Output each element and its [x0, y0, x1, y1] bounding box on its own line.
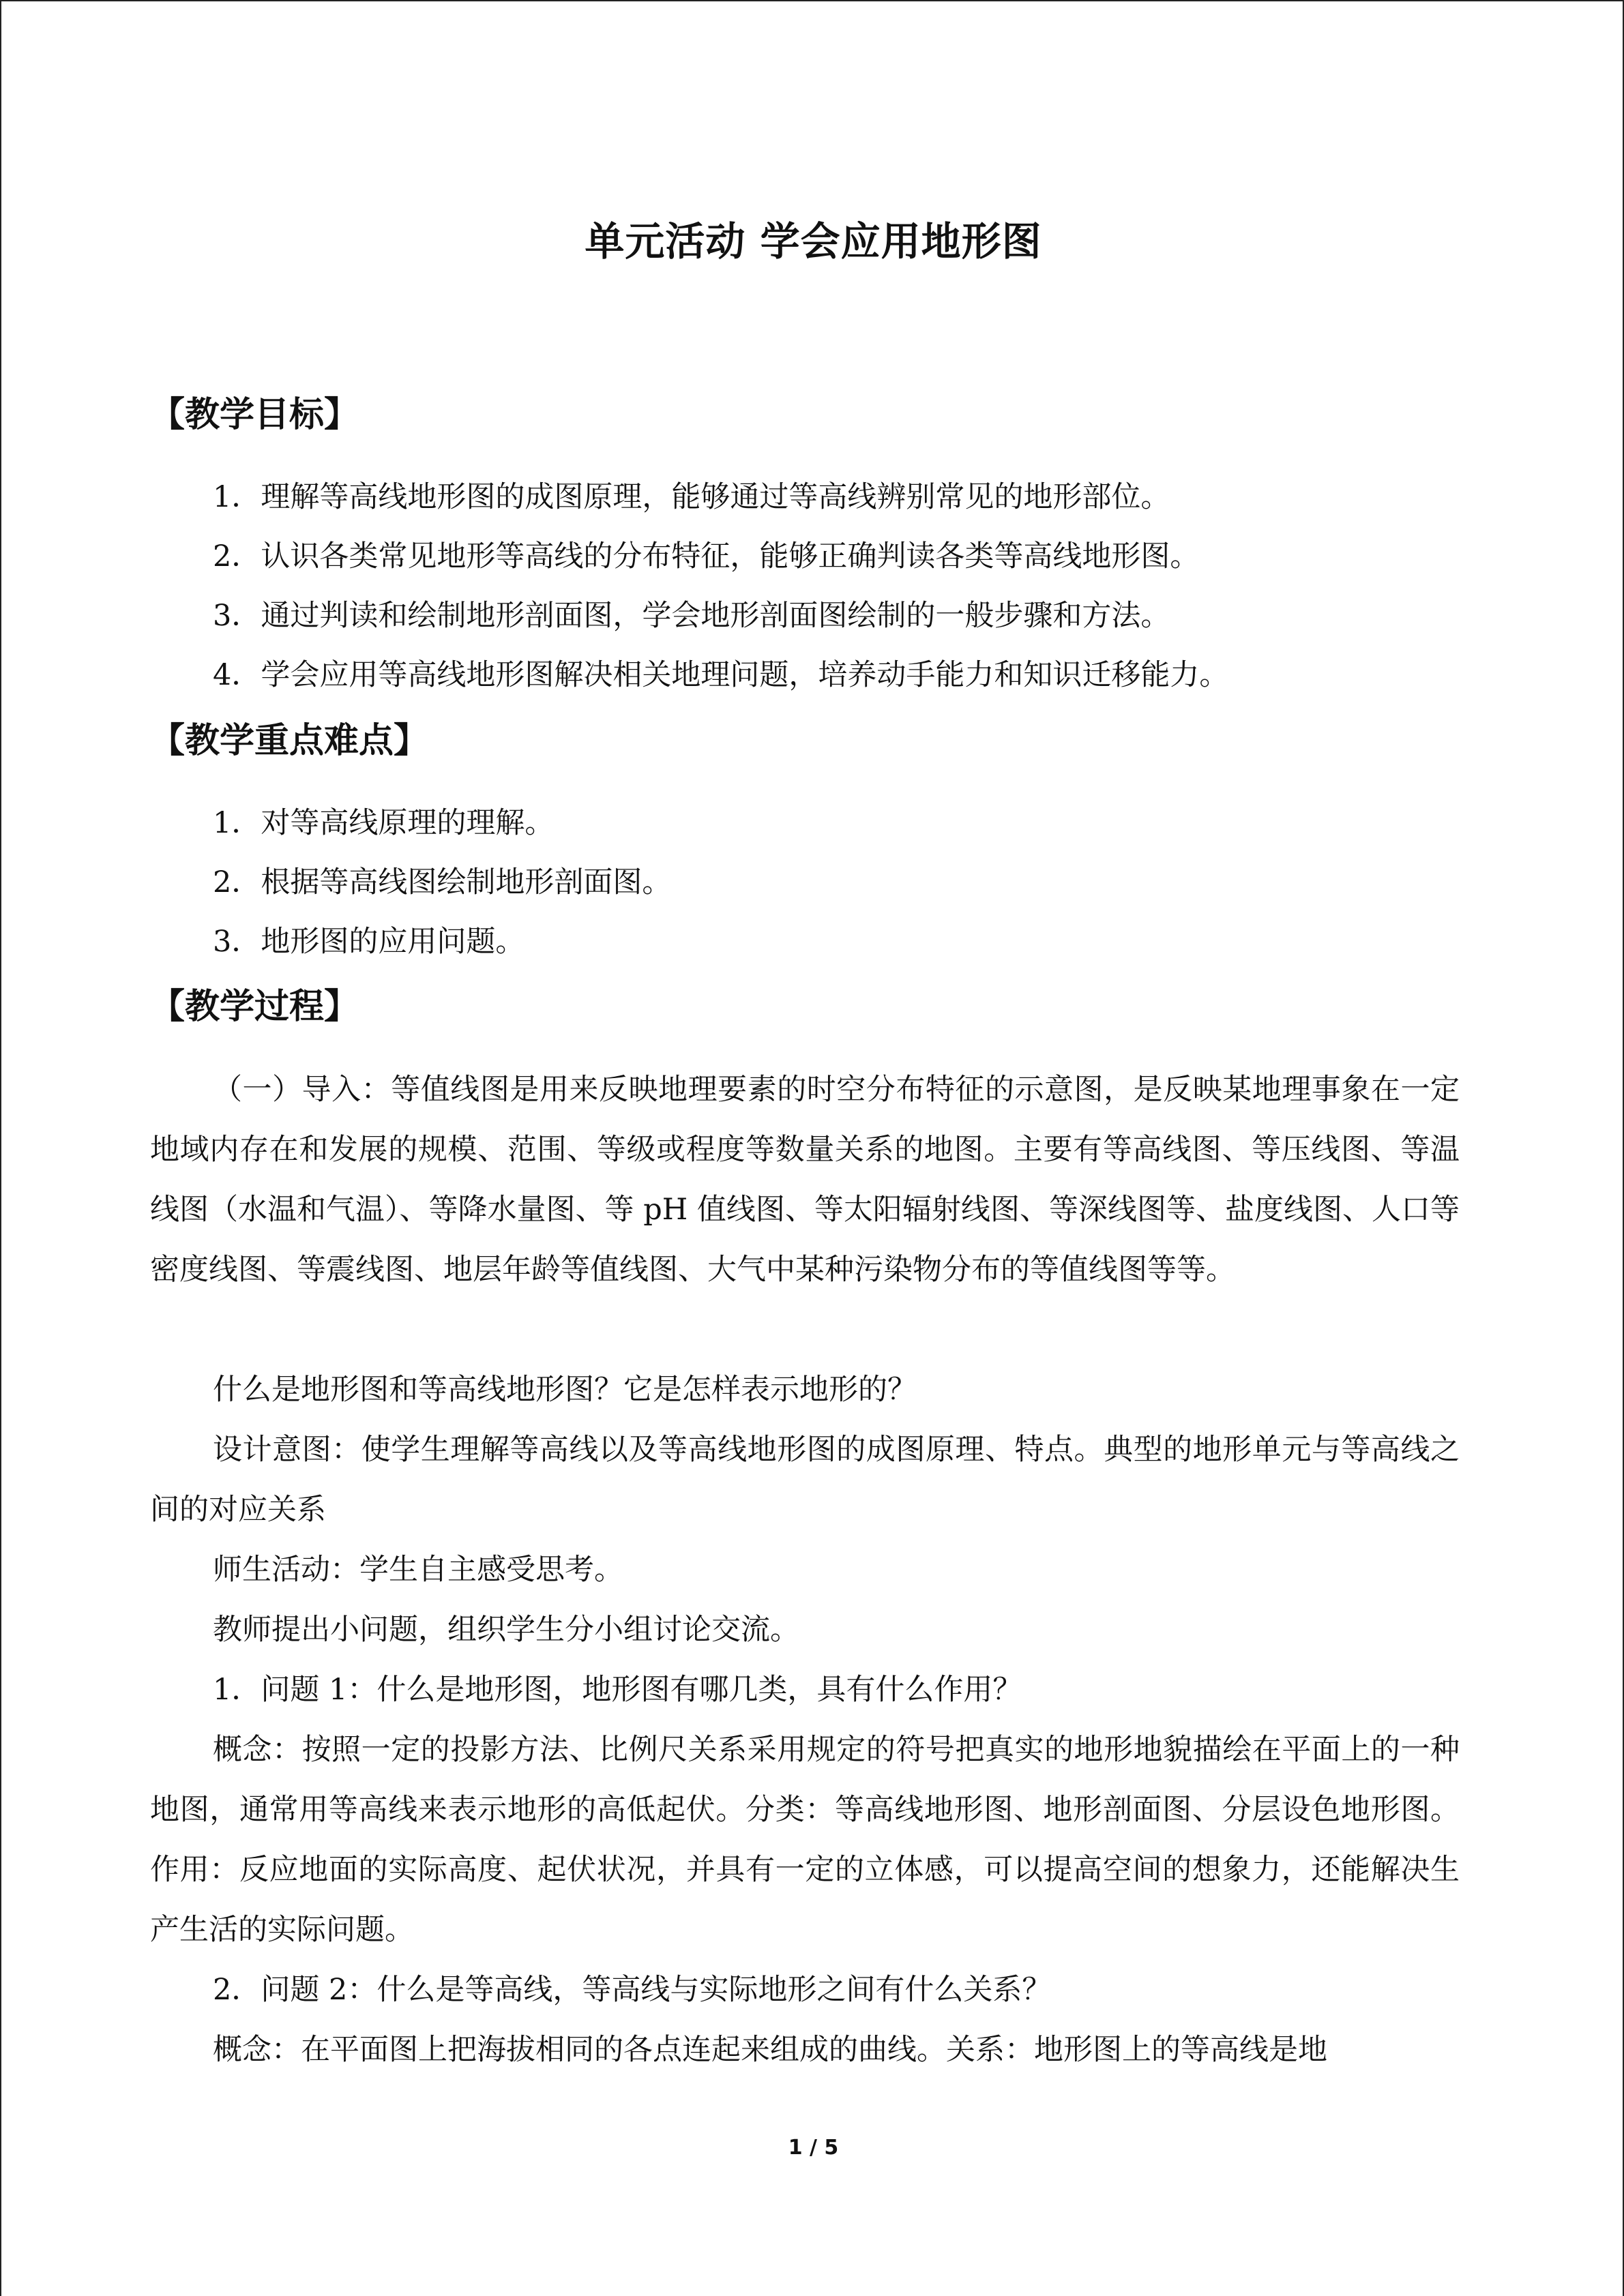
keypoint-item-2: 2．根据等高线图绘制地形剖面图。 — [213, 865, 672, 899]
goals-heading: 【教学目标】 — [150, 395, 359, 435]
page-title: 单元活动 学会应用地形图 — [585, 218, 1042, 265]
question-1: 1．问题 1：什么是地形图，地形图有哪几类，具有什么作用？ — [213, 1673, 1022, 1707]
keypoint-item-1: 1．对等高线原理的理解。 — [213, 806, 555, 840]
design-intent-paragraph: 设计意图：使学生理解等高线以及等高线地形图的成图原理、特点。典型的地形单元与等高线之间的对应关系 — [150, 1433, 1460, 1527]
question-2: 2．问题 2：什么是等高线，等高线与实际地形之间有什么关系？ — [213, 1973, 1052, 2007]
keypoint-item-3: 3．地形图的应用问题。 — [213, 925, 525, 959]
goal-item-4: 4．学会应用等高线地形图解决相关地理问题，培养动手能力和知识迁移能力。 — [213, 658, 1229, 692]
concept-1-paragraph: 概念：按照一定的投影方法、比例尺关系采用规定的符号把真实的地形地貌描绘在平面上的一种地图，通常用等高线来表示地形的高低起伏。分类：等高线地形图、地形剖面图、分层设色地形图。作用：反应地面的实际高度、起伏状况，并具有一定的立体感，可以提高空间的想象力，还能解决生产生活的实际问题。 — [150, 1733, 1460, 1947]
intro-paragraph: （一）导入：等值线图是用来反映地理要素的时空分布特征的示意图，是反映某地理事象在一定地域内存在和发展的规模、范围、等级或程度等数量关系的地图。主要有等高线图、等压线图、等温线图（水温和气温）、等降水量图、等 pH 值线图、等太阳辐射线图、等深线图等、盐度线图、人口等密度线图、等震线图、地层年龄等值线图、大气中某种污染物分布的等值线图等等。 — [150, 1073, 1460, 1287]
process-heading: 【教学过程】 — [150, 987, 359, 1027]
goal-item-1: 1．理解等高线地形图的成图原理，能够通过等高线辨别常见的地形部位。 — [213, 480, 1170, 514]
concept-2-paragraph: 概念：在平面图上把海拔相同的各点连起来组成的曲线。关系：地形图上的等高线是地 — [213, 2033, 1327, 2067]
goal-item-2: 2．认识各类常见地形等高线的分布特征，能够正确判读各类等高线地形图。 — [213, 539, 1200, 573]
page-number: 1 / 5 — [788, 2136, 839, 2160]
main-question: 什么是地形图和等高线地形图？它是怎样表示地形的？ — [213, 1373, 917, 1407]
teacher-line: 教师提出小问题，组织学生分小组讨论交流。 — [213, 1613, 799, 1647]
activity-line: 师生活动：学生自主感受思考。 — [213, 1553, 623, 1587]
goal-item-3: 3．通过判读和绘制地形剖面图，学会地形剖面图绘制的一般步骤和方法。 — [213, 599, 1170, 633]
keypoints-heading: 【教学重点难点】 — [150, 721, 429, 761]
